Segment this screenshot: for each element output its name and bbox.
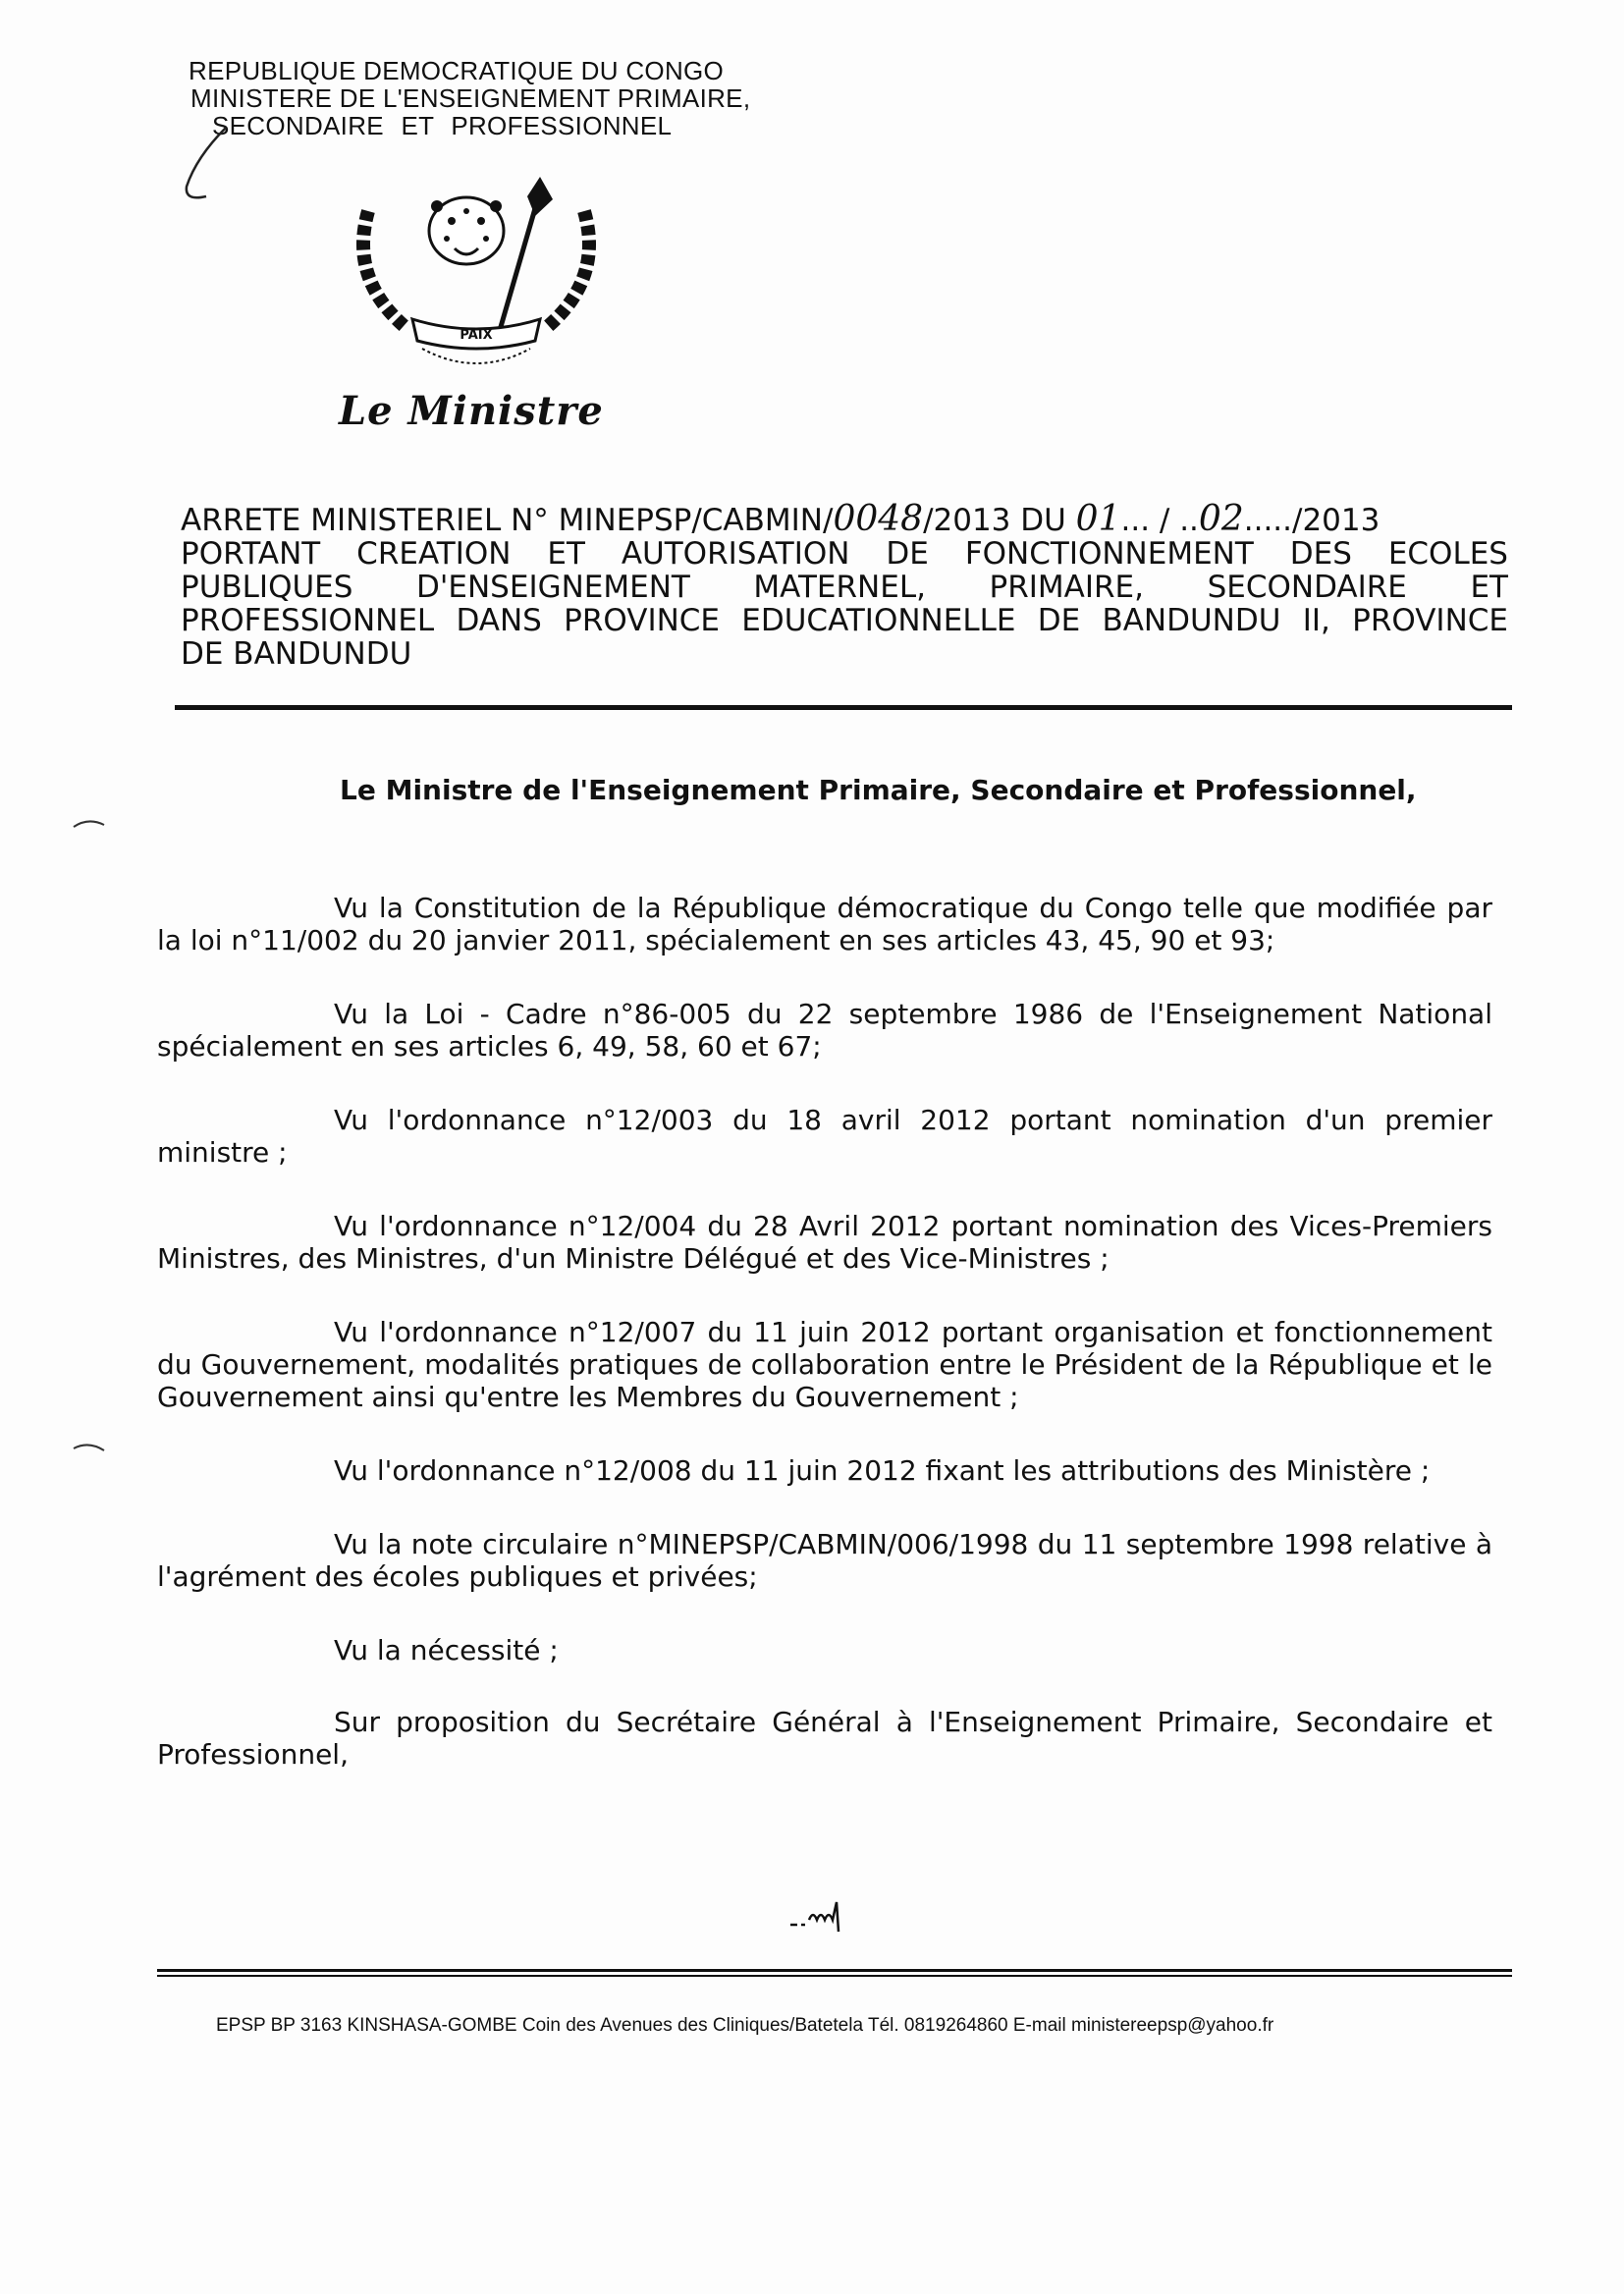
- paragraph: Vu l'ordonnance n°12/003 du 18 avril 2012 portant nomination d'un premier ministre ;: [157, 1104, 1492, 1169]
- emblem-banner-text: PAIX: [460, 328, 493, 343]
- paraphe-icon: [785, 1881, 864, 1939]
- letterhead-line-1: REPUBLIQUE DEMOCRATIQUE DU CONGO: [189, 56, 725, 85]
- paragraph: Vu l'ordonnance n°12/007 du 11 juin 2012 portant organisation et fonctionnement du Gouvernement, modalités pratiques de collaboration entre le Président de la République et le Gouvernement ainsi qu'entre les Membres du Gouvernement ;: [157, 1316, 1492, 1413]
- paragraph: Vu l'ordonnance n°12/008 du 11 juin 2012 fixant les attributions des Ministère ;: [334, 1454, 1431, 1487]
- pen-mark-icon: [167, 118, 245, 206]
- decree-day: 01: [1075, 499, 1121, 539]
- paragraph: Vu la Loi - Cadre n°86-005 du 22 septembre 1986 de l'Enseignement National spécialement en ses articles 6, 49, 58, 60 et 67;: [157, 998, 1492, 1063]
- letterhead-line-2: MINISTERE DE L'ENSEIGNEMENT PRIMAIRE,: [190, 83, 751, 113]
- decree-heading: [181, 499, 1508, 672]
- decree-body: [157, 864, 1492, 1812]
- footer-address: EPSP BP 3163 KINSHASA-GOMBE Coin des Avenues des Cliniques/Batetela Tél. 0819264860 E-mail ministereepsp@yahoo.fr: [216, 2015, 1274, 2036]
- paragraph: Vu la nécessité ;: [334, 1634, 559, 1666]
- margin-tick-icon: [71, 1439, 110, 1458]
- decree-number-line: ARRETE MINISTERIEL N° MINEPSP/CABMIN/0048/2013 DU 01... / ..02...../2013: [181, 499, 1380, 539]
- footer-divider: [157, 1975, 1512, 1977]
- decree-month: 02: [1198, 499, 1244, 539]
- minister-title: Le Ministre de l'Enseignement Primaire, Secondaire et Professionnel,: [340, 774, 1417, 806]
- footer-divider: [157, 1969, 1512, 1972]
- decree-prefix: ARRETE MINISTERIEL N° MINEPSP/CABMIN/: [181, 503, 834, 538]
- decree-line-5: DE BANDUNDU: [181, 636, 412, 672]
- decree-year-sep: /2013 DU: [923, 503, 1076, 538]
- decree-line-2: PORTANT CREATION ET AUTORISATION DE FONCTIONNEMENT DES ECOLES: [181, 536, 1508, 572]
- decree-line-4: PROFESSIONNEL DANS PROVINCE EDUCATIONNELLE DE BANDUNDU II, PROVINCE: [181, 603, 1508, 638]
- decree-number: 0048: [833, 499, 924, 539]
- letterhead: [189, 57, 750, 139]
- paragraph: Vu la Constitution de la République démocratique du Congo telle que modifiée par la loi n°11/002 du 20 janvier 2011, spécialement en ses articles 43, 45, 90 et 93;: [157, 892, 1492, 956]
- decree-line-3: PUBLIQUES D'ENSEIGNEMENT MATERNEL, PRIMAIRE, SECONDAIRE ET: [181, 570, 1508, 605]
- paragraph: Vu l'ordonnance n°12/004 du 28 Avril 2012 portant nomination des Vices-Premiers Ministres, des Ministres, d'un Ministre Délégué et des Vice-Ministres ;: [157, 1210, 1492, 1275]
- letterhead-line-3: SECONDAIRE ET PROFESSIONNEL: [212, 111, 673, 140]
- signature-title: Le Ministre: [339, 388, 604, 434]
- heading-divider: [175, 705, 1512, 710]
- paragraph: Sur proposition du Secrétaire Général à l'Enseignement Primaire, Secondaire et Professionnel,: [157, 1706, 1492, 1771]
- margin-tick-icon: [71, 815, 110, 835]
- coat-of-arms-icon: [339, 172, 614, 383]
- decree-year-suffix: /2013: [1292, 503, 1380, 538]
- paragraph: Vu la note circulaire n°MINEPSP/CABMIN/006/1998 du 11 septembre 1998 relative à l'agrément des écoles publiques et privées;: [157, 1528, 1492, 1593]
